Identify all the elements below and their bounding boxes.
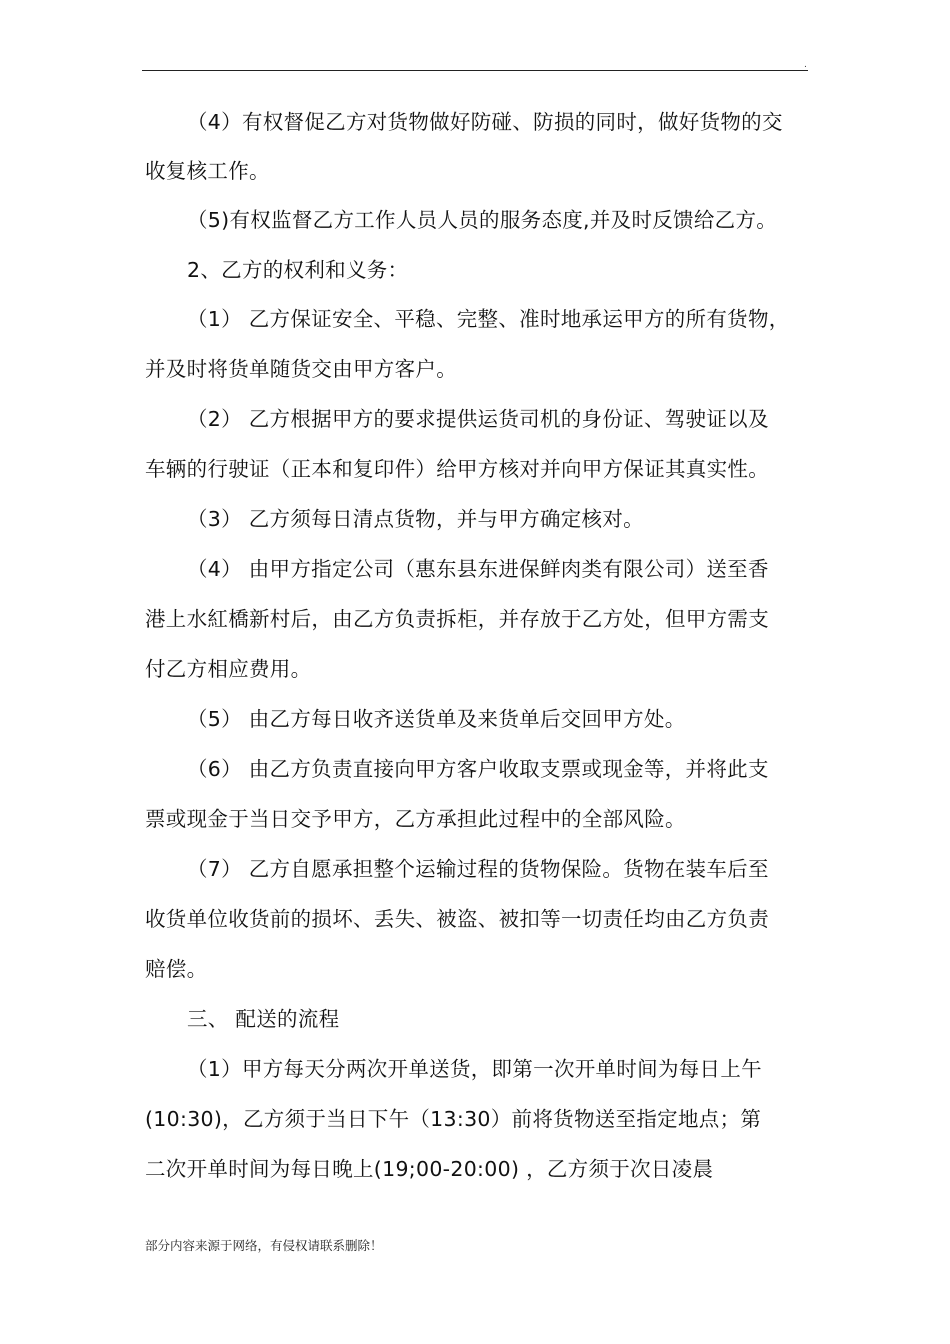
paragraph-line: 车辆的行驶证（正本和复印件）给甲方核对并向甲方保证其真实性。 [145, 457, 769, 481]
paragraph-line: （5） 由乙方每日收齐送货单及来货单后交回甲方处。 [187, 707, 686, 731]
paragraph-line: 二次开单时间为每日晚上(19;00-20:00) ，乙方须于次日凌晨 [145, 1157, 714, 1181]
paragraph-line: （4）有权督促乙方对货物做好防碰、防损的同时，做好货物的交 [187, 110, 783, 134]
footer-note: 部分内容来源于网络，有侵权请联系删除！ [145, 1238, 383, 1253]
paragraph-line: （5)有权监督乙方工作人员人员的服务态度,并及时反馈给乙方。 [187, 208, 778, 232]
section-heading: 三、 配送的流程 [187, 1007, 340, 1031]
paragraph-line: （1） 乙方保证安全、平稳、完整、准时地承运甲方的所有货物， [187, 307, 790, 331]
paragraph-line: 赔偿。 [145, 957, 208, 981]
paragraph-line: （4） 由甲方指定公司（惠东县东进保鲜肉类有限公司）送至香 [187, 557, 769, 581]
paragraph-line: 收复核工作。 [145, 159, 270, 183]
paragraph-line: （6） 由乙方负责直接向甲方客户收取支票或现金等，并将此支 [187, 757, 769, 781]
paragraph-line: 付乙方相应费用。 [145, 657, 312, 681]
paragraph-line: (10:30)，乙方须于当日下午（13:30）前将货物送至指定地点；第 [145, 1107, 762, 1131]
paragraph-line: （1）甲方每天分两次开单送货，即第一次开单时间为每日上午 [187, 1057, 762, 1081]
paragraph-line: （3） 乙方须每日清点货物，并与甲方确定核对。 [187, 507, 644, 531]
paragraph-line: 收货单位收货前的损坏、丢失、被盗、被扣等一切责任均由乙方负责 [145, 907, 769, 931]
section-heading: 2、乙方的权利和义务： [187, 258, 409, 282]
header-rule [142, 70, 808, 71]
paragraph-line: 票或现金于当日交予甲方，乙方承担此过程中的全部风险。 [145, 807, 686, 831]
header-mark: . [804, 60, 807, 70]
paragraph-line: （2） 乙方根据甲方的要求提供运货司机的身份证、驾驶证以及 [187, 407, 769, 431]
paragraph-line: 并及时将货单随货交由甲方客户。 [145, 357, 457, 381]
paragraph-line: 港上水紅橋新村后，由乙方负责拆柜，并存放于乙方处，但甲方需支 [145, 607, 769, 631]
paragraph-line: （7） 乙方自愿承担整个运输过程的货物保险。货物在装车后至 [187, 857, 769, 881]
